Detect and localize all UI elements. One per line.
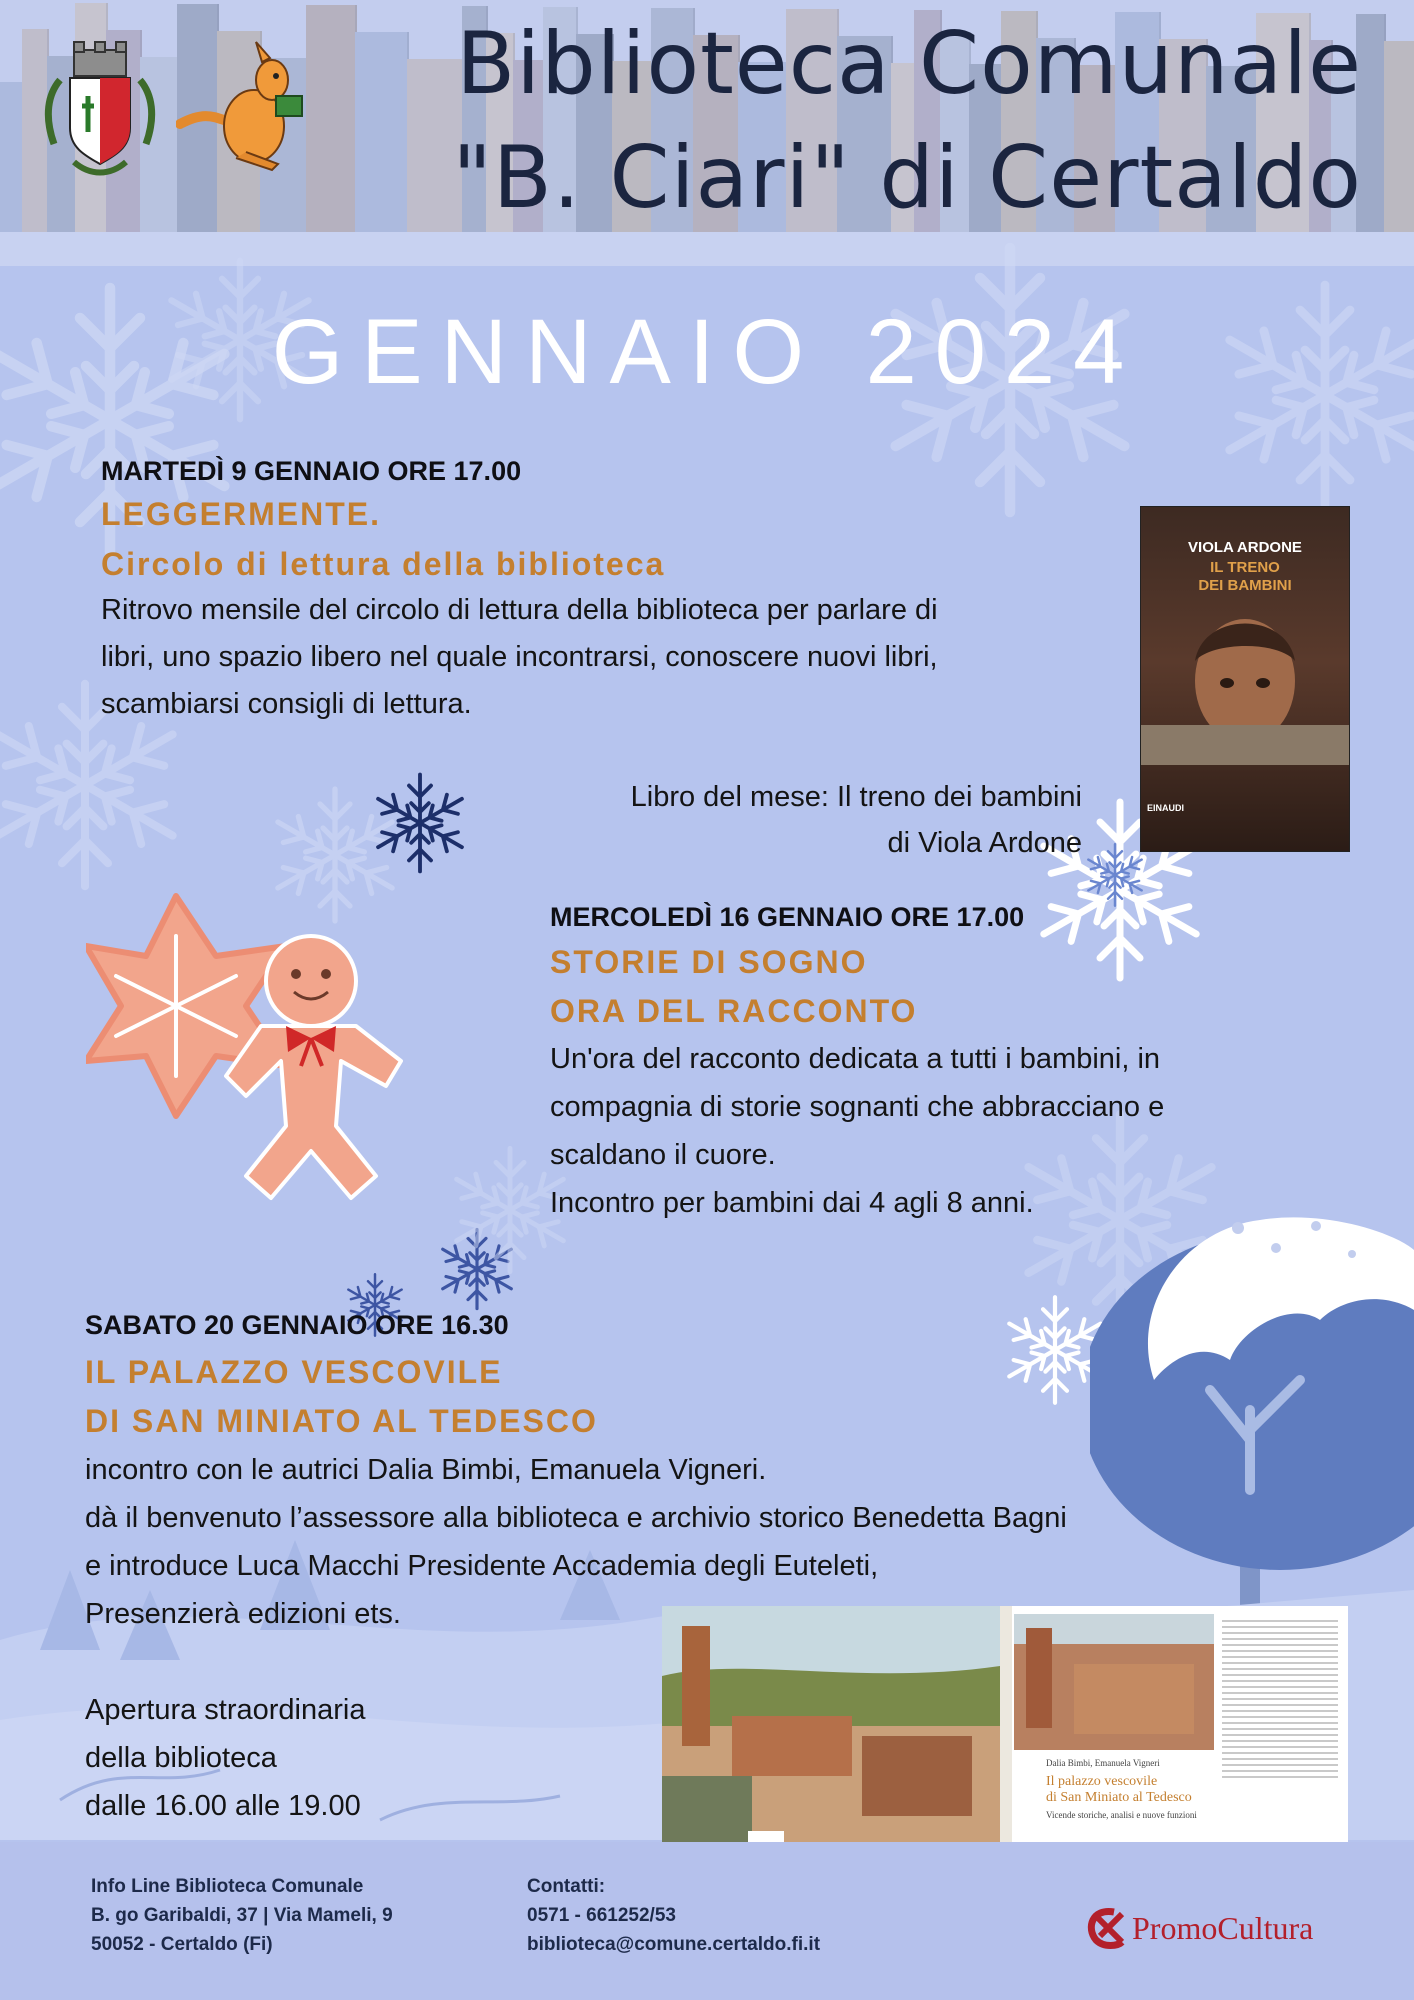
event3-text-line: Presenzierà edizioni ets. bbox=[85, 1598, 401, 1630]
library-title-line1: Biblioteca Comunale bbox=[456, 14, 1362, 114]
event1-title-line1: LEGGERMENTE. bbox=[101, 496, 382, 532]
event2-description bbox=[550, 1035, 1164, 1227]
crest-icon bbox=[44, 36, 156, 184]
event1-text-line: libri, uno spazio libero nel quale incontrarsi, conoscere nuovi libri, bbox=[101, 641, 938, 673]
event1-description bbox=[101, 587, 938, 728]
event2-text-line: scaldano il cuore. bbox=[550, 1139, 776, 1171]
event2-text-line: Un'ora del racconto dedicata a tutti i bambini, in bbox=[550, 1043, 1161, 1075]
library-title-line2: "B. Ciari" di Certaldo bbox=[452, 128, 1362, 228]
footer-info bbox=[91, 1872, 393, 1959]
gingerbread-cookies-icon bbox=[86, 886, 456, 1216]
special-opening-notice bbox=[85, 1686, 365, 1830]
footer-email-link[interactable]: biblioteca@comune.certaldo.fi.it bbox=[527, 1934, 821, 1955]
opening-line: Apertura straordinaria bbox=[85, 1694, 366, 1726]
footer-info-line: 50052 - Certaldo (Fi) bbox=[91, 1934, 273, 1955]
book-of-month-author: di Viola Ardone bbox=[887, 827, 1082, 859]
book-photo-title bbox=[1046, 1774, 1192, 1806]
event1-title-line2: Circolo di lettura della biblioteca bbox=[101, 546, 666, 582]
event3-text-line: incontro con le autrici Dalia Bimbi, Emanuela Vigneri. bbox=[85, 1454, 767, 1486]
event1-text-line: Ritrovo mensile del circolo di lettura della biblioteca per parlare di bbox=[101, 594, 938, 626]
snowflake-icon bbox=[365, 768, 475, 878]
book-cover-image bbox=[1140, 506, 1350, 852]
opening-line: della biblioteca bbox=[85, 1742, 277, 1774]
book-spine bbox=[1000, 1606, 1012, 1864]
book-cover-title-line: IL TRENO bbox=[1210, 559, 1280, 576]
kangaroo-icon bbox=[176, 40, 316, 178]
book-photo-title-line: di San Miniato al Tedesco bbox=[1046, 1790, 1192, 1805]
footer-phone-link[interactable]: 0571 - 661252/53 bbox=[527, 1905, 676, 1926]
book-text-column bbox=[1222, 1620, 1338, 1780]
header-banner bbox=[0, 0, 1414, 232]
footer-contacts bbox=[527, 1872, 820, 1959]
promocultura-logo-text: PromoCultura bbox=[1132, 1910, 1314, 1946]
promocultura-logo-icon bbox=[1082, 1906, 1134, 1950]
event3-text-line: dà il benvenuto l’assessore alla biblioteca e archivio storico Benedetta Bagni bbox=[85, 1502, 1067, 1534]
aerial-town-photo bbox=[662, 1606, 1000, 1864]
event2-title-line2: ORA DEL RACCONTO bbox=[550, 993, 918, 1029]
month-heading: GENNAIO 2024 bbox=[271, 301, 1143, 403]
event3-text-line: e introduce Luca Macchi Presidente Accademia degli Euteleti, bbox=[85, 1550, 879, 1582]
book-cover-title bbox=[1141, 559, 1349, 595]
palazzo-book-image bbox=[662, 1606, 1348, 1864]
event1-text-line: scambiarsi consigli di lettura. bbox=[101, 688, 472, 720]
event3-title-line2: DI SAN MINIATO AL TEDESCO bbox=[85, 1403, 598, 1439]
book-photo-title-line: Il palazzo vescovile bbox=[1046, 1774, 1158, 1789]
book-photo-subtitle: Vicende storiche, analisi e nuove funzioni bbox=[1046, 1810, 1197, 1820]
event2-text-line: Incontro per bambini dai 4 agli 8 anni. bbox=[550, 1187, 1034, 1219]
event2-date: MERCOLEDÌ 16 GENNAIO ORE 17.00 bbox=[550, 902, 1025, 932]
event2-text-line: compagnia di storie sognanti che abbracciano e bbox=[550, 1091, 1165, 1123]
footer-contacts-heading: Contatti: bbox=[527, 1876, 606, 1897]
cathedral-photo bbox=[1014, 1614, 1214, 1750]
book-of-month-line: Libro del mese: Il treno dei bambini bbox=[630, 781, 1082, 813]
footer-info-line: Info Line Biblioteca Comunale bbox=[91, 1876, 364, 1897]
event1-date: MARTEDÌ 9 GENNAIO ORE 17.00 bbox=[101, 456, 522, 486]
book-cover-publisher: EINAUDI bbox=[1147, 803, 1185, 813]
train-window-frame bbox=[1141, 725, 1349, 765]
event3-title-line1: IL PALAZZO VESCOVILE bbox=[85, 1354, 503, 1390]
book-of-month bbox=[631, 774, 1082, 866]
book-photo-authors: Dalia Bimbi, Emanuela Vigneri bbox=[1046, 1758, 1160, 1768]
book-cover-title-line: DEI BAMBINI bbox=[1198, 577, 1292, 594]
opening-line: dalle 16.00 alle 19.00 bbox=[85, 1790, 361, 1822]
footer-info-line: B. go Garibaldi, 37 | Via Mameli, 9 bbox=[91, 1905, 393, 1926]
event3-date: SABATO 20 GENNAIO ORE 16.30 bbox=[85, 1310, 509, 1340]
book-cover-author: VIOLA ARDONE bbox=[1188, 539, 1302, 556]
event2-title-line1: STORIE DI SOGNO bbox=[550, 944, 868, 980]
